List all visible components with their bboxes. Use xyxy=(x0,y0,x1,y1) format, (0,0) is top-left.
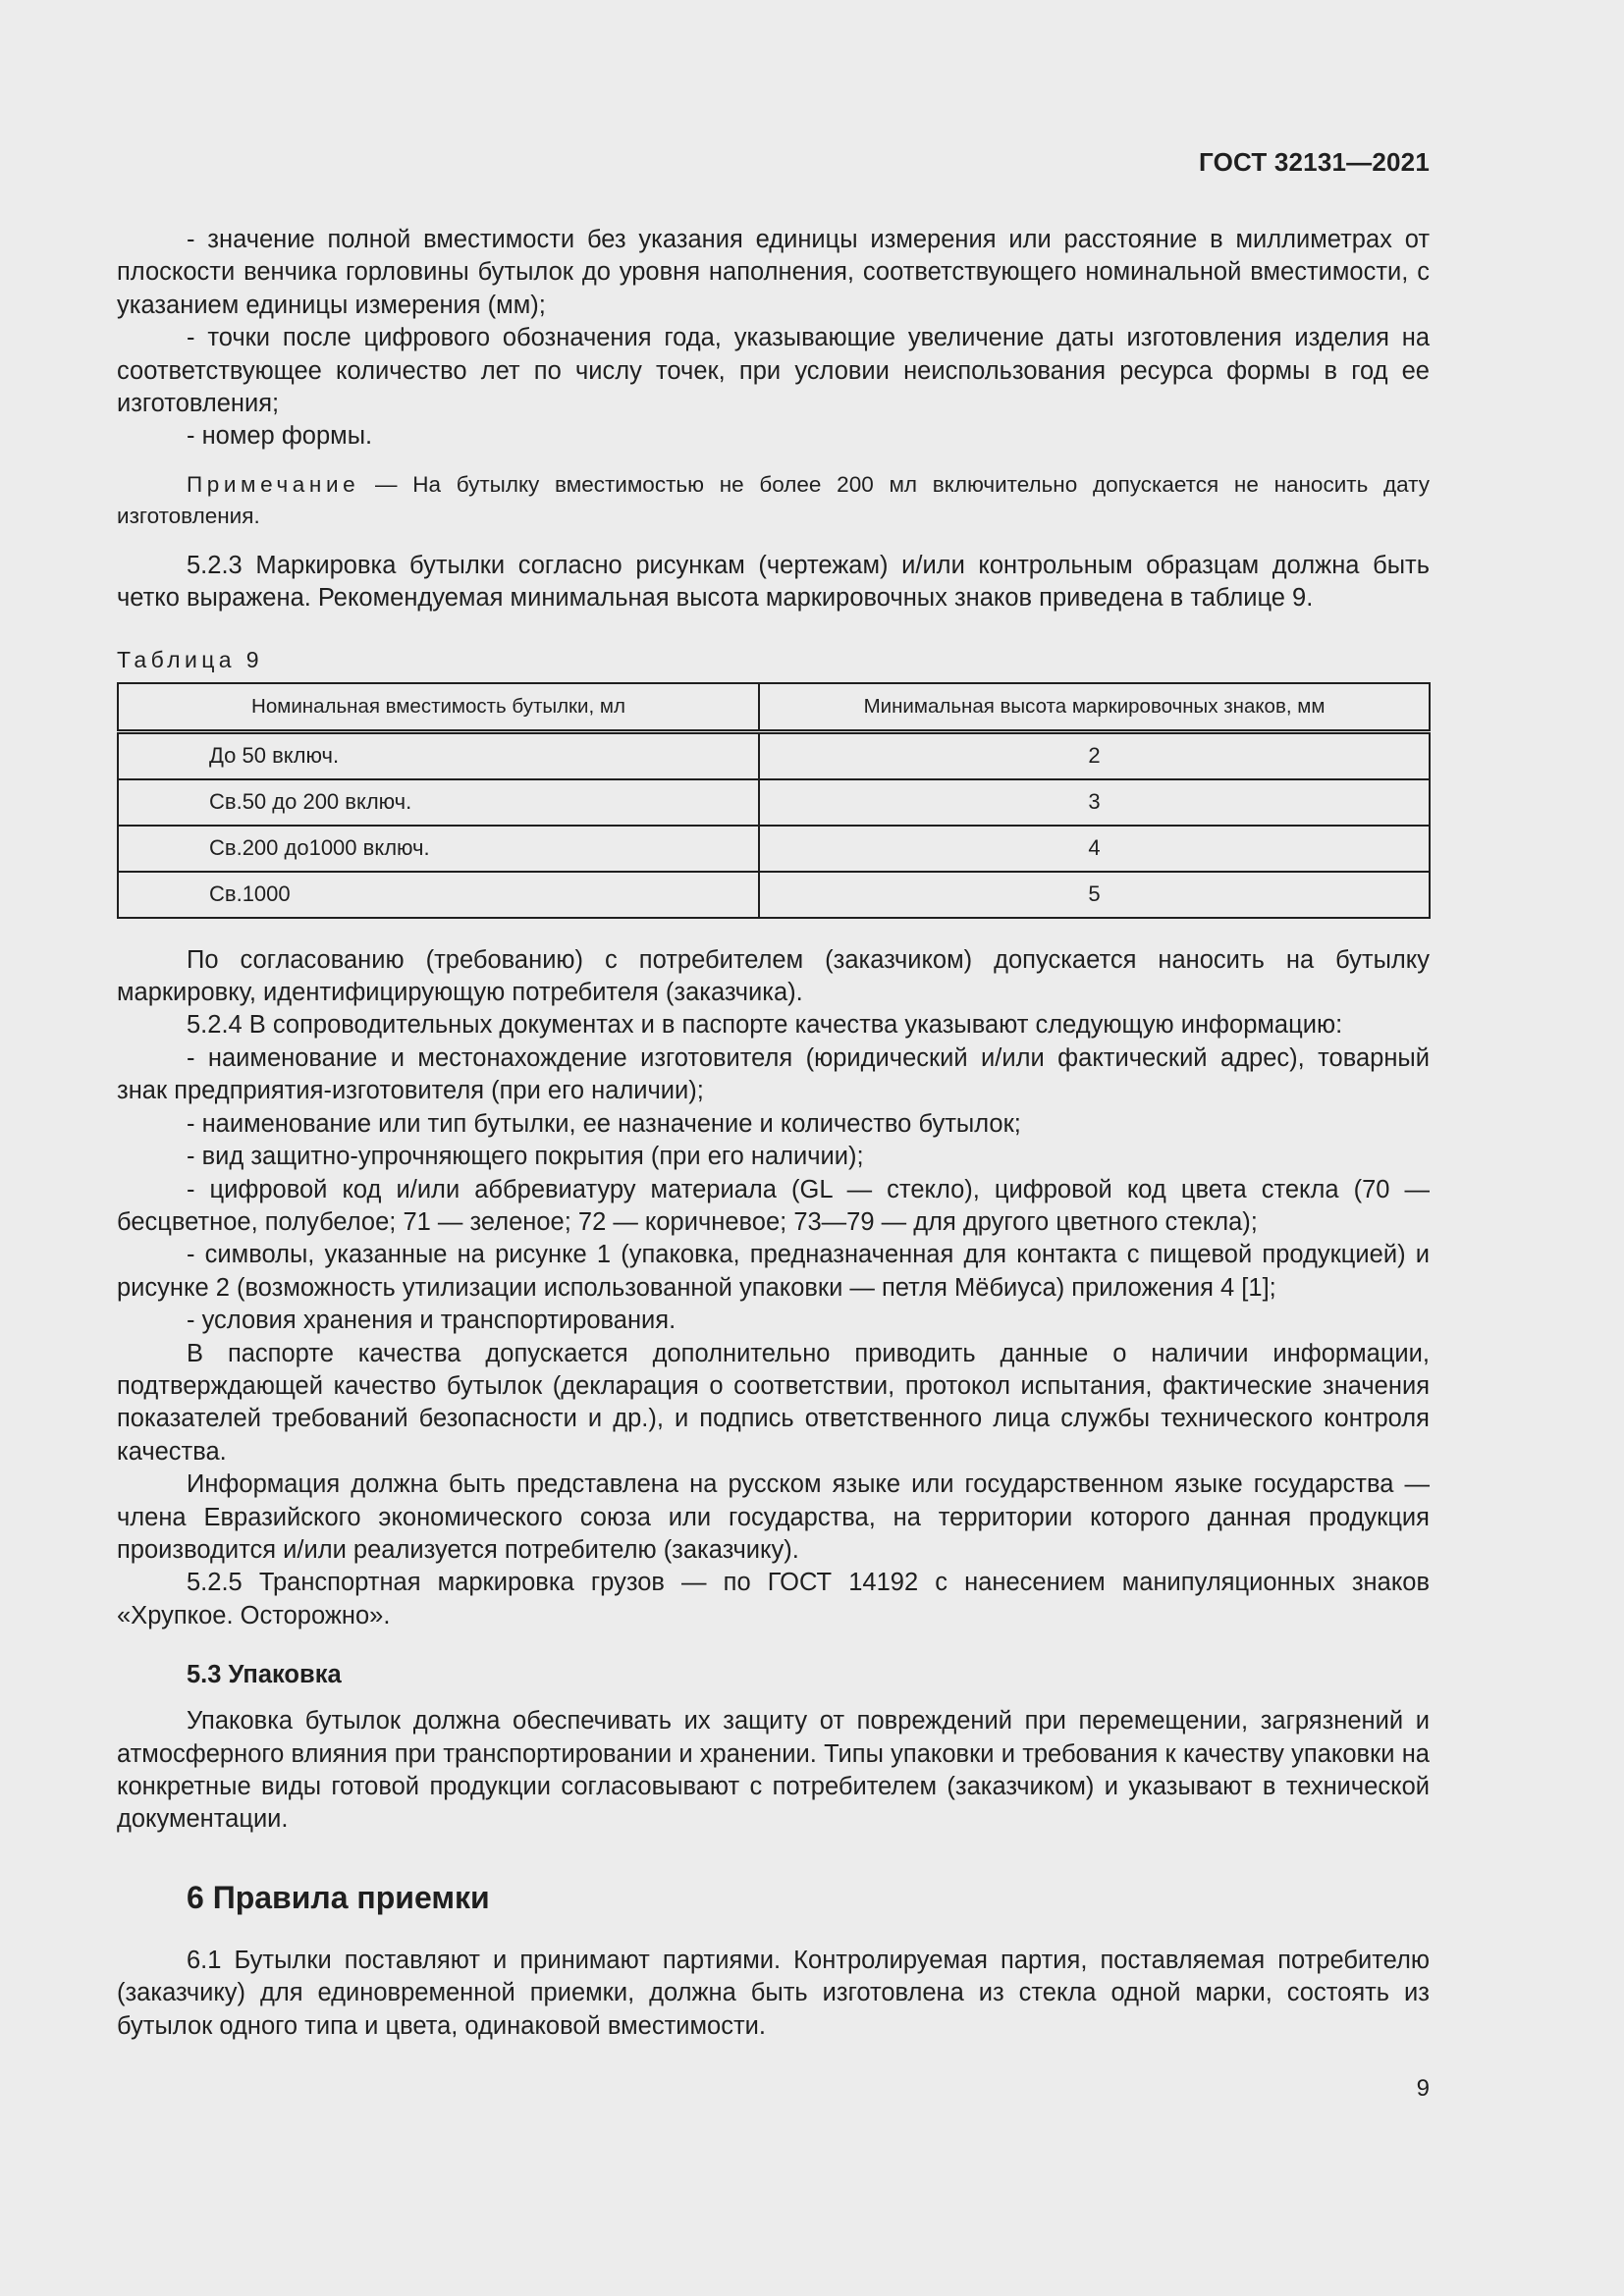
paragraph: Информация должна быть представлена на русском языке или государственном языке государства — члена Евразийского экономического союза или государства, на территории которого данная продукция производится и/или реализуется потребителю (заказчику). xyxy=(117,1470,1430,1564)
table-cell-height: 4 xyxy=(759,826,1430,872)
paragraph-5-2-5: 5.2.5 Транспортная маркировка грузов — по ГОСТ 14192 с нанесением манипуляционных знаков «Хрупкое. Осторожно». xyxy=(117,1569,1430,1629)
table-header-capacity: Номинальная вместимость бутылки, мл xyxy=(118,683,759,732)
paragraph-5-2-3: 5.2.3 Маркировка бутылки согласно рисункам (чертежам) и/или контрольным образцам должна быть четко выражена. Рекомендуемая минимальная высота маркировочных знаков приведена в таблице 9. xyxy=(117,551,1430,613)
note xyxy=(117,469,1430,532)
page-content xyxy=(117,224,1430,2043)
section-5-3-heading: 5.3 Упаковка xyxy=(187,1661,342,1689)
page-number: 9 xyxy=(1416,2075,1430,2102)
note-text: — На бутылку вместимостью не более 200 мл включительно допускается не наносить дату изготовления. xyxy=(117,471,1430,528)
section-5-3-text: Упаковка бутылок должна обеспечивать их защиту от повреждений при перемещении, загрязнений и атмосферного влияния при транспортировании и хранении. Типы упаковки и требования к качеству упаковки на конкретные виды готовой продукции согласовывают с потребителем (заказчиком) и указывают в технической документации. xyxy=(117,1707,1430,1834)
table-cell-capacity: Св.1000 xyxy=(118,872,759,918)
list-item: - наименование и местонахождение изготовителя (юридический и/или фактический адрес), товарный знак предприятия-изготовителя (при его наличии); xyxy=(117,1043,1430,1105)
list-item: - цифровой код и/или аббревиатуру материала (GL — стекло), цифровой код цвета стекла (70 — бесцветное, полубелое; 71 — зеленое; 72 — коричневое; 73—79 — для другого цветного стекла); xyxy=(117,1175,1430,1236)
table-caption: Таблица 9 xyxy=(117,646,263,672)
list-item: - номер формы. xyxy=(187,422,373,451)
section-6-heading: 6 Правила приемки xyxy=(187,1879,490,1915)
table-cell-height: 3 xyxy=(759,779,1430,826)
table-cell-capacity: До 50 включ. xyxy=(118,731,759,779)
marking-height-table xyxy=(117,682,1431,919)
list-item: - точки после цифрового обозначения года, указывающие увеличение даты изготовления изделия на соответствующее количество лет по числу точек, при условии неиспользования ресурса формы в год ее изготовления; xyxy=(117,324,1430,418)
table-row xyxy=(118,872,1430,918)
table-row xyxy=(118,779,1430,826)
table-header-height: Минимальная высота маркировочных знаков, мм xyxy=(759,683,1430,732)
table-header-row xyxy=(118,683,1430,732)
table-cell-capacity: Св.200 до1000 включ. xyxy=(118,826,759,872)
list-item: - значение полной вместимости без указания единицы измерения или расстояние в миллиметрах от плоскости венчика горловины бутылок до уровня наполнения, соответствующего номинальной вместимости, с указанием единицы измерения (мм); xyxy=(117,226,1430,319)
list-item: - вид защитно-упрочняющего покрытия (при его наличии); xyxy=(187,1143,864,1171)
marking-section xyxy=(117,944,1430,1633)
list-item: - наименование или тип бутылки, ее назначение и количество бутылок; xyxy=(187,1109,1021,1138)
table-row xyxy=(118,731,1430,779)
table-cell-height: 2 xyxy=(759,731,1430,779)
paragraph-5-2-4: 5.2.4 В сопроводительных документах и в паспорте качества указывают следующую информацию: xyxy=(187,1011,1343,1040)
paragraph: По согласованию (требованию) с потребителем (заказчиком) допускается наносить на бутылку маркировку, идентифицирующую потребителя (заказчика). xyxy=(117,945,1430,1007)
table-cell-height: 5 xyxy=(759,872,1430,918)
note-label: Примечание xyxy=(187,471,360,497)
list-item: - символы, указанные на рисунке 1 (упаковка, предназначенная для контакта с пищевой продукцией) и рисунке 2 (возможность утилизации использованной упаковки — петля Мёбиуса) приложения 4 [1]; xyxy=(117,1241,1430,1302)
document-code: ГОСТ 32131—2021 xyxy=(1199,147,1430,177)
section-6-text: 6.1 Бутылки поставляют и принимают партиями. Контролируемая партия, поставляемая потребителю (заказчику) для единовременной приемки, должна быть изготовлена из стекла одной марки, состоять из бутылок одного типа и цвета, одинаковой вместимости. xyxy=(117,1946,1430,2040)
table-row xyxy=(118,826,1430,872)
table-cell-capacity: Св.50 до 200 включ. xyxy=(118,779,759,826)
list-item: - условия хранения и транспортирования. xyxy=(187,1307,677,1335)
paragraph: В паспорте качества допускается дополнительно приводить данные о наличии информации, подтверждающей качество бутылок (декларация о соответствии, протокол испытания, фактические значения показателей требований безопасности и др.), и подпись ответственного лица службы технического контроля качества. xyxy=(117,1339,1430,1466)
